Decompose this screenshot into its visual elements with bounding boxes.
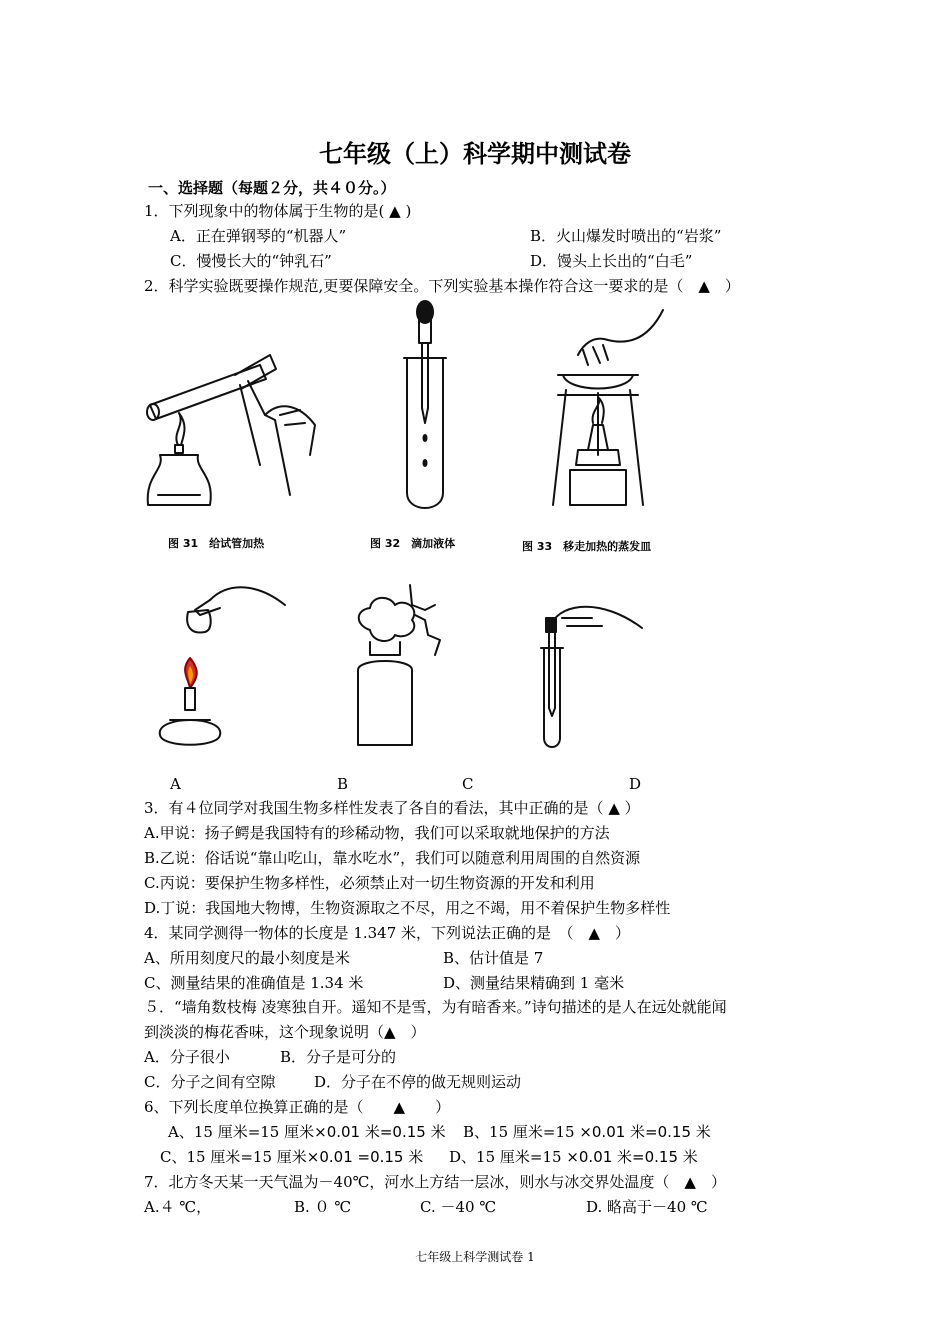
q4-option-b: B、估计值是 7 bbox=[443, 949, 544, 967]
q4-option-c: C、测量结果的准确值是 1.34 米 bbox=[144, 974, 364, 992]
q6-option-b: B、15 厘米=15 ×0.01 米=0.15 米 bbox=[463, 1123, 711, 1141]
q3-option-a: A.甲说：扬子鳄是我国特有的珍稀动物，我们可以采取就地保护的方法 bbox=[144, 824, 610, 842]
q1-stem: 1．下列现象中的物体属于生物的是( ▲ ) bbox=[144, 202, 412, 220]
q4-option-d: D、测量结果精确到 1 毫米 bbox=[443, 974, 625, 992]
page-title: 七年级（上）科学期中测试卷 bbox=[319, 139, 631, 168]
q1-option-a: A．正在弹钢琴的“机器人” bbox=[170, 227, 347, 245]
q6-option-a: A、15 厘米=15 厘米×0.01 米=0.15 米 bbox=[168, 1123, 446, 1141]
q5-option-b: B．分子是可分的 bbox=[280, 1048, 397, 1066]
q5-stem-line2: 到淡淡的梅花香味，这个现象说明（▲ ） bbox=[144, 1023, 426, 1041]
q7-option-a: A.４ ℃， bbox=[144, 1198, 212, 1216]
figure-31-heating-test-tube bbox=[140, 345, 325, 515]
q1-option-b: B．火山爆发时喷出的“岩浆” bbox=[530, 227, 722, 245]
option-b-label: B bbox=[337, 775, 349, 793]
q5-option-a: A．分子很小 bbox=[144, 1048, 230, 1066]
q1-option-c: C．慢慢长大的“钟乳石” bbox=[170, 252, 332, 270]
q6-stem: 6、下列长度单位换算正确的是（ ▲ ） bbox=[144, 1098, 451, 1116]
q3-option-b: B.乙说：俗话说“靠山吃山，靠水吃水”，我们可以随意利用周围的自然资源 bbox=[144, 849, 641, 867]
figure-32-dropping-liquid bbox=[395, 298, 455, 518]
option-d-test-tube-dropper bbox=[532, 598, 647, 753]
q1-option-d: D．馒头上长出的“白毛” bbox=[530, 252, 693, 270]
figure-31-caption: 图 31 给试管加热 bbox=[168, 537, 265, 550]
q6-option-d: D、15 厘米=15 ×0.01 米=0.15 米 bbox=[449, 1148, 698, 1166]
q3-option-c: C.丙说：要保护生物多样性，必须禁止对一切生物资源的开发和利用 bbox=[144, 874, 595, 892]
option-a-label: A bbox=[170, 775, 181, 793]
q5-option-c: C．分子之间有空隙 bbox=[144, 1073, 276, 1091]
page-footer: 七年级上科学测试卷 1 bbox=[415, 1250, 535, 1264]
figure-32-caption: 图 32 滴加液体 bbox=[370, 537, 456, 550]
q7-option-b: B. ０ ℃ bbox=[294, 1198, 352, 1216]
q2-stem: 2．科学实验既要操作规范,更要保障安全。下列实验基本操作符合这一要求的是（ ▲ ） bbox=[144, 277, 740, 295]
q7-option-c: C. －40 ℃ bbox=[420, 1198, 497, 1216]
q4-stem: 4．某同学测得一物体的长度是 1.347 米，下列说法正确的是 （ ▲ ） bbox=[144, 924, 631, 942]
q7-stem: 7．北方冬天某一天气温为－40℃，河水上方结一层冰，则水与冰交界处温度（ ▲ ） bbox=[144, 1173, 726, 1191]
q5-stem-line1: ５．“墙角数枝梅 凌寒独自开。遥知不是雪，为有暗香来。”诗句描述的是人在远处就能闻 bbox=[144, 998, 727, 1016]
q6-option-c: C、15 厘米=15 厘米×0.01 =0.15 米 bbox=[160, 1148, 424, 1166]
q3-stem: 3．有４位同学对我国生物多样性发表了各自的看法，其中正确的是（ ▲ ） bbox=[144, 799, 640, 817]
section-heading: 一、选择题（每题２分，共４０分。） bbox=[148, 179, 396, 197]
figure-33-caption: 图 33 移走加热的蒸发皿 bbox=[522, 540, 652, 553]
option-a-alcohol-lamp bbox=[150, 570, 290, 755]
q4-option-a: A、所用刻度尺的最小刻度是米 bbox=[144, 949, 350, 967]
option-c-label: C bbox=[462, 775, 474, 793]
q3-option-d: D.丁说：我国地大物博，生物资源取之不尽，用之不竭，用不着保护生物多样性 bbox=[144, 899, 671, 917]
option-b-gas-bottle bbox=[350, 580, 450, 750]
option-d-label: D bbox=[629, 775, 642, 793]
q5-option-d: D．分子在不停的做无规则运动 bbox=[314, 1073, 522, 1091]
figure-33-evaporating-dish bbox=[548, 305, 678, 515]
q7-option-d: D. 略高于－40 ℃ bbox=[586, 1198, 708, 1216]
